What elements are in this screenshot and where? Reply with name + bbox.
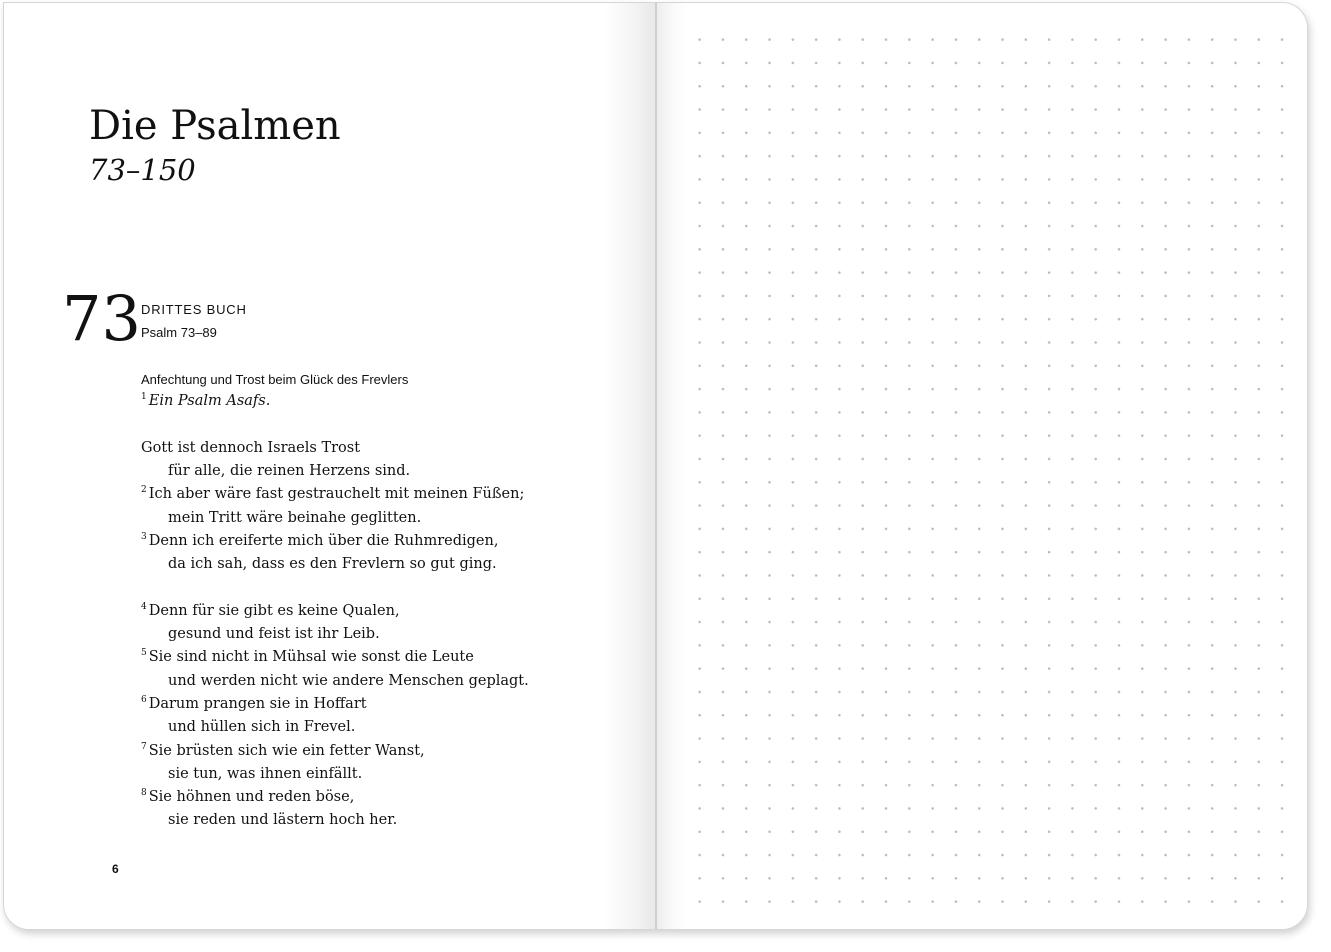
verse-line bbox=[141, 743, 425, 759]
verse-line bbox=[168, 673, 529, 689]
verse-line bbox=[141, 440, 360, 456]
verse-text: sie tun, was ihnen einfällt. bbox=[168, 766, 363, 782]
chapter-number: 73 bbox=[62, 282, 141, 355]
superscription-text: Ein Psalm Asafs. bbox=[148, 393, 271, 409]
verse-line bbox=[141, 696, 367, 712]
verse-text: Ich aber wäre fast gestrauchelt mit meinen Füßen; bbox=[148, 486, 525, 502]
verse-line bbox=[141, 533, 498, 549]
psalm-heading: Anfechtung und Trost beim Glück des Frevlers bbox=[141, 372, 409, 387]
verse-line bbox=[168, 626, 380, 642]
verse-number: 3 bbox=[141, 532, 147, 543]
verse-number: 6 bbox=[141, 695, 147, 706]
verse-text: Darum prangen sie in Hoffart bbox=[148, 696, 367, 712]
verse-number: 8 bbox=[141, 788, 147, 799]
verse-number: 5 bbox=[141, 648, 147, 659]
verse-text: sie reden und lästern hoch her. bbox=[168, 812, 398, 828]
verse-text: Sie sind nicht in Mühsal wie sonst die Leute bbox=[148, 649, 474, 665]
verse-text: und werden nicht wie andere Menschen geplagt. bbox=[168, 673, 529, 689]
verse-line bbox=[168, 463, 410, 479]
verse-line bbox=[168, 719, 355, 735]
verse-number: 2 bbox=[141, 485, 147, 496]
verse-line bbox=[168, 556, 497, 572]
verse-text: Sie brüsten sich wie ein fetter Wanst, bbox=[148, 743, 425, 759]
verse-number: 4 bbox=[141, 602, 147, 613]
verse-text: für alle, die reinen Herzens sind. bbox=[168, 463, 411, 479]
open-book-spread bbox=[3, 2, 1308, 930]
verse-line bbox=[141, 649, 474, 665]
dot-grid-pattern bbox=[688, 28, 1288, 908]
page-subtitle: 73–150 bbox=[89, 153, 196, 187]
left-page bbox=[4, 3, 655, 929]
verse-line bbox=[168, 510, 421, 526]
page-number: 6 bbox=[112, 862, 119, 876]
book-label: DRITTES BUCH bbox=[141, 302, 247, 317]
verse-text: gesund und feist ist ihr Leib. bbox=[168, 626, 380, 642]
verse-text: Gott ist dennoch Israels Trost bbox=[141, 440, 361, 456]
right-page-dot-grid bbox=[657, 3, 1307, 929]
verse-number: 1 bbox=[141, 392, 147, 403]
verse-line bbox=[168, 766, 362, 782]
verse-line bbox=[141, 603, 400, 619]
verse-text: Sie höhnen und reden böse, bbox=[148, 789, 355, 805]
verse-line bbox=[141, 486, 524, 502]
verse-line bbox=[168, 812, 397, 828]
verse-number: 7 bbox=[141, 742, 147, 753]
page-title: Die Psalmen bbox=[89, 103, 341, 149]
psalm-range: Psalm 73–89 bbox=[141, 325, 217, 340]
verse-text: und hüllen sich in Frevel. bbox=[168, 719, 356, 735]
verse-text: Denn ich ereiferte mich über die Ruhmredigen, bbox=[148, 533, 499, 549]
verse-text: Denn für sie gibt es keine Qualen, bbox=[148, 603, 400, 619]
verse-text: mein Tritt wäre beinahe geglitten. bbox=[168, 510, 422, 526]
verse-text: da ich sah, dass es den Frevlern so gut ging. bbox=[168, 556, 497, 572]
superscription bbox=[141, 393, 270, 409]
verse-line bbox=[141, 789, 354, 805]
